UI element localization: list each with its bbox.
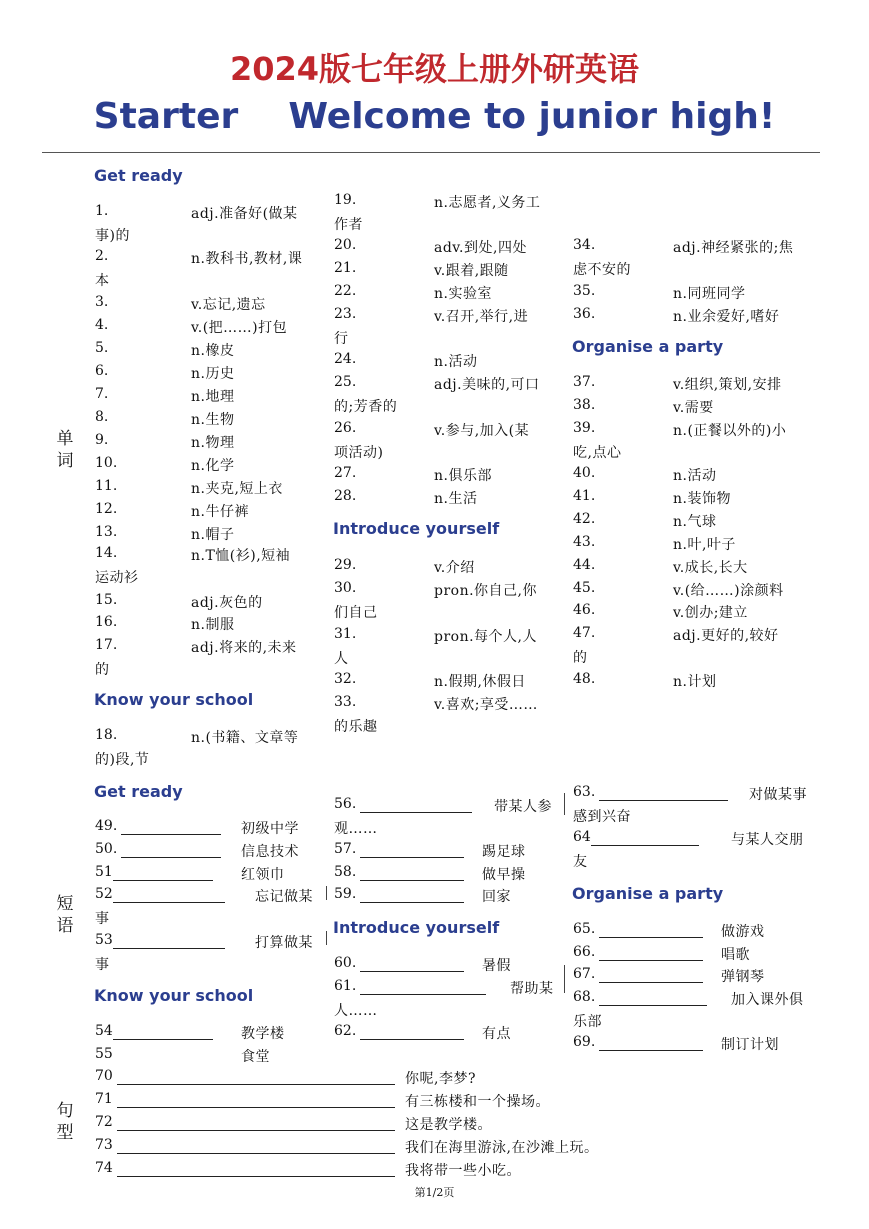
column-divider <box>326 931 327 945</box>
document-title: 2024版七年级上册外研英语 <box>229 50 640 88</box>
entry-number: 44. <box>573 557 596 573</box>
entry-definition-continued: 本 <box>95 273 110 289</box>
phrase-number: 59. <box>334 886 357 902</box>
answer-blank <box>113 866 213 881</box>
section-label-text: 单 词 <box>56 429 74 471</box>
entry-number: 35. <box>573 283 596 299</box>
entry-definition: n.化学 <box>191 458 235 474</box>
entry-definition: adj.更好的,较好 <box>673 628 779 644</box>
answer-blank <box>117 1162 395 1177</box>
phrase-meaning: 有点 <box>482 1026 511 1042</box>
entry-number: 31. <box>334 626 357 642</box>
entry-number: 5. <box>95 340 109 356</box>
phrase-number: 58. <box>334 864 357 880</box>
answer-blank <box>113 888 225 903</box>
entry-definition: n.(书籍、文章等 <box>191 730 299 746</box>
phrase-meaning: 做游戏 <box>721 924 765 940</box>
entry-number: 15. <box>95 592 118 608</box>
sentence-meaning: 我将带一些小吃。 <box>405 1163 521 1179</box>
heading-introduce-yourself: Introduce yourself <box>333 519 500 538</box>
answer-blank <box>599 991 707 1006</box>
answer-blank <box>360 980 486 995</box>
entry-number: 17. <box>95 637 118 653</box>
entry-number: 9. <box>95 432 109 448</box>
phrase-number: 69. <box>573 1034 596 1050</box>
heading-organise-a-party: Organise a party <box>572 337 724 356</box>
entry-number: 29. <box>334 557 357 573</box>
title-divider <box>42 152 820 153</box>
phrase-meaning: 做早操 <box>482 867 526 883</box>
answer-blank <box>117 1093 395 1108</box>
entry-definition: n.地理 <box>191 389 235 405</box>
entry-definition: n.历史 <box>191 366 235 382</box>
entry-definition: n.同班同学 <box>673 286 746 302</box>
entry-definition-continued: 项活动) <box>334 445 384 461</box>
phrase-meaning: 带某人参 <box>494 799 552 815</box>
entry-definition: v.召开,举行,进 <box>434 309 529 325</box>
entry-number: 22. <box>334 283 357 299</box>
section-label-text: 短 语 <box>56 894 74 936</box>
phrase-meaning-continued: 感到兴奋 <box>573 809 631 825</box>
entry-definition: n.帽子 <box>191 527 235 543</box>
phrase-meaning: 唱歌 <box>721 947 750 963</box>
entry-number: 36. <box>573 306 596 322</box>
answer-blank <box>360 798 472 813</box>
sentence-number: 73 <box>95 1137 113 1153</box>
entry-definition-continued: 的 <box>573 650 588 666</box>
entry-definition: n.(正餐以外的)小 <box>673 423 787 439</box>
phrase-meaning: 弹钢琴 <box>721 969 765 985</box>
phrase-meaning: 信息技术 <box>241 844 299 860</box>
entry-definition: n.橡皮 <box>191 343 235 359</box>
answer-blank <box>360 888 464 903</box>
phrase-meaning: 教学楼 <box>241 1026 285 1042</box>
answer-blank <box>360 1025 464 1040</box>
entry-number: 16. <box>95 614 118 630</box>
entry-number: 18. <box>95 727 118 743</box>
answer-blank <box>599 946 703 961</box>
phrase-meaning: 初级中学 <box>241 821 299 837</box>
entry-definition: adj.灰色的 <box>191 595 263 611</box>
sentence-meaning: 我们在海里游泳,在沙滩上玩。 <box>405 1140 599 1156</box>
entry-number: 40. <box>573 465 596 481</box>
entry-number: 45. <box>573 580 596 596</box>
entry-definition: n.活动 <box>673 468 717 484</box>
entry-definition: n.装饰物 <box>673 491 731 507</box>
entry-number: 41. <box>573 488 596 504</box>
sentence-meaning: 有三栋楼和一个操场。 <box>405 1094 550 1110</box>
entry-definition-continued: 作者 <box>334 217 363 233</box>
entry-number: 13. <box>95 524 118 540</box>
column-divider <box>564 965 565 993</box>
phrase-meaning: 忘记做某 <box>255 889 313 905</box>
sentence-number: 71 <box>95 1091 113 1107</box>
section-label-phrases <box>54 893 76 937</box>
phrase-number: 64 <box>573 829 591 845</box>
entry-number: 30. <box>334 580 357 596</box>
phrase-meaning-continued: 乐部 <box>573 1014 602 1030</box>
phrase-number: 54 <box>95 1023 113 1039</box>
phrase-meaning: 制订计划 <box>721 1037 779 1053</box>
phrase-meaning-continued: 事 <box>95 957 110 973</box>
phrase-meaning: 红领巾 <box>241 867 285 883</box>
phrase-number: 53 <box>95 932 113 948</box>
phrase-meaning: 帮助某 <box>510 981 554 997</box>
entry-number: 20. <box>334 237 357 253</box>
entry-definition-continued: 人 <box>334 651 349 667</box>
entry-number: 38. <box>573 397 596 413</box>
entry-definition: pron.每个人,人 <box>434 629 537 645</box>
entry-definition: n.假期,休假日 <box>434 674 526 690</box>
page-number: 第1/2页 <box>414 1186 455 1199</box>
entry-definition: n.制服 <box>191 617 235 633</box>
phrase-meaning: 食堂 <box>241 1049 270 1065</box>
entry-definition: n.业余爱好,嗜好 <box>673 309 780 325</box>
phrase-meaning: 对做某事 <box>749 787 807 803</box>
entry-definition: v.组织,策划,安排 <box>673 377 782 393</box>
column-divider <box>326 886 327 900</box>
entry-definition: v.(把……)打包 <box>191 320 288 336</box>
heading-know-your-school: Know your school <box>94 690 254 709</box>
phrase-meaning-continued: 观…… <box>334 821 378 837</box>
entry-definition: n.气球 <box>673 514 717 530</box>
entry-definition: n.实验室 <box>434 286 492 302</box>
heading-get-ready: Get ready <box>94 782 183 801</box>
entry-definition-continued: 事)的 <box>95 228 130 244</box>
entry-definition-continued: 的)段,节 <box>95 752 150 768</box>
heading-know-your-school: Know your school <box>94 986 254 1005</box>
entry-number: 42. <box>573 511 596 527</box>
entry-number: 10. <box>95 455 118 471</box>
entry-number: 6. <box>95 363 109 379</box>
entry-definition-continued: 的 <box>95 662 110 678</box>
phrase-number: 56. <box>334 796 357 812</box>
entry-number: 24. <box>334 351 357 367</box>
entry-definition: pron.你自己,你 <box>434 583 537 599</box>
answer-blank <box>360 957 464 972</box>
entry-definition-continued: 吃,点心 <box>573 445 622 461</box>
phrase-meaning-continued: 人…… <box>334 1003 378 1019</box>
answer-blank <box>117 1139 395 1154</box>
entry-number: 46. <box>573 602 596 618</box>
phrase-number: 52 <box>95 886 113 902</box>
section-label-sentences <box>54 1100 76 1144</box>
sentence-meaning: 你呢,李梦? <box>405 1071 476 1087</box>
answer-blank <box>599 968 703 983</box>
phrase-number: 49. <box>95 818 118 834</box>
phrase-number: 62. <box>334 1023 357 1039</box>
entry-number: 7. <box>95 386 109 402</box>
entry-number: 23. <box>334 306 357 322</box>
phrase-meaning: 暑假 <box>482 958 511 974</box>
answer-blank <box>121 820 221 835</box>
answer-blank <box>117 1070 395 1085</box>
phrase-number: 63. <box>573 784 596 800</box>
entry-number: 32. <box>334 671 357 687</box>
entry-definition: v.忘记,遗忘 <box>191 297 266 313</box>
answer-blank <box>113 934 225 949</box>
entry-number: 1. <box>95 203 109 219</box>
phrase-meaning: 打算做某 <box>255 935 313 951</box>
section-label-vocab <box>54 428 76 472</box>
answer-blank <box>113 1025 213 1040</box>
entry-definition: adj.美味的,可口 <box>434 377 540 393</box>
answer-blank <box>117 1116 395 1131</box>
answer-blank <box>591 831 699 846</box>
heading-introduce-yourself: Introduce yourself <box>333 918 500 937</box>
entry-definition: n.T恤(衫),短袖 <box>191 548 291 564</box>
answer-blank <box>121 843 221 858</box>
entry-number: 19. <box>334 192 357 208</box>
phrase-number: 55 <box>95 1046 113 1062</box>
column-divider <box>564 793 565 815</box>
entry-number: 14. <box>95 545 118 561</box>
entry-number: 37. <box>573 374 596 390</box>
sentence-meaning: 这是教学楼。 <box>405 1117 492 1133</box>
entry-definition: v.介绍 <box>434 560 475 576</box>
answer-blank <box>360 866 464 881</box>
sentence-number: 70 <box>95 1068 113 1084</box>
entry-definition: v.参与,加入(某 <box>434 423 530 439</box>
answer-blank <box>599 1036 703 1051</box>
entry-definition: n.物理 <box>191 435 235 451</box>
entry-definition: n.志愿者,义务工 <box>434 195 541 211</box>
entry-number: 3. <box>95 294 109 310</box>
entry-number: 47. <box>573 625 596 641</box>
entry-number: 12. <box>95 501 118 517</box>
entry-number: 8. <box>95 409 109 425</box>
entry-definition: n.教科书,教材,课 <box>191 251 303 267</box>
phrase-meaning: 回家 <box>482 889 511 905</box>
entry-number: 27. <box>334 465 357 481</box>
entry-number: 26. <box>334 420 357 436</box>
entry-definition-continued: 们自己 <box>334 605 378 621</box>
unit-title: Starter Welcome to junior high! <box>93 96 776 137</box>
entry-definition: n.牛仔裤 <box>191 504 249 520</box>
entry-definition: adj.准备好(做某 <box>191 206 298 222</box>
entry-definition: v.成长,长大 <box>673 560 748 576</box>
entry-number: 4. <box>95 317 109 333</box>
entry-number: 2. <box>95 248 109 264</box>
entry-number: 21. <box>334 260 357 276</box>
entry-number: 34. <box>573 237 596 253</box>
entry-definition: adv.到处,四处 <box>434 240 527 256</box>
phrase-number: 65. <box>573 921 596 937</box>
entry-definition: adj.将来的,未来 <box>191 640 297 656</box>
entry-definition: n.俱乐部 <box>434 468 492 484</box>
answer-blank <box>599 786 728 801</box>
entry-number: 11. <box>95 478 118 494</box>
phrase-meaning: 与某人交朋 <box>731 832 804 848</box>
sentence-number: 74 <box>95 1160 113 1176</box>
entry-number: 48. <box>573 671 596 687</box>
entry-definition: v.喜欢;享受…… <box>434 697 538 713</box>
entry-definition: v.(给……)涂颜料 <box>673 583 784 599</box>
entry-definition: v.需要 <box>673 400 714 416</box>
phrase-meaning: 加入课外俱 <box>731 992 804 1008</box>
entry-number: 33. <box>334 694 357 710</box>
entry-number: 39. <box>573 420 596 436</box>
phrase-number: 60. <box>334 955 357 971</box>
entry-definition-continued: 行 <box>334 331 349 347</box>
entry-definition: adj.神经紧张的;焦 <box>673 240 794 256</box>
phrase-number: 61. <box>334 978 357 994</box>
entry-definition-continued: 的;芳香的 <box>334 399 398 415</box>
phrase-number: 66. <box>573 944 596 960</box>
entry-number: 43. <box>573 534 596 550</box>
entry-definition: n.生活 <box>434 491 478 507</box>
phrase-number: 50. <box>95 841 118 857</box>
heading-get-ready: Get ready <box>94 166 183 185</box>
entry-definition-continued: 虑不安的 <box>573 262 631 278</box>
entry-definition: v.创办;建立 <box>673 605 748 621</box>
entry-definition: n.生物 <box>191 412 235 428</box>
phrase-number: 51 <box>95 864 113 880</box>
answer-blank <box>599 923 703 938</box>
phrase-meaning: 踢足球 <box>482 844 526 860</box>
sentence-number: 72 <box>95 1114 113 1130</box>
entry-definition: n.计划 <box>673 674 717 690</box>
heading-organise-a-party: Organise a party <box>572 884 724 903</box>
entry-definition-continued: 运动衫 <box>95 570 139 586</box>
entry-definition-continued: 的乐趣 <box>334 719 378 735</box>
answer-blank <box>360 843 464 858</box>
entry-definition: n.夹克,短上衣 <box>191 481 283 497</box>
phrase-number: 68. <box>573 989 596 1005</box>
phrase-number: 57. <box>334 841 357 857</box>
phrase-meaning-continued: 友 <box>573 854 588 870</box>
entry-number: 25. <box>334 374 357 390</box>
section-label-text: 句 型 <box>56 1101 74 1143</box>
entry-definition: n.叶,叶子 <box>673 537 736 553</box>
phrase-meaning-continued: 事 <box>95 911 110 927</box>
phrase-number: 67. <box>573 966 596 982</box>
entry-number: 28. <box>334 488 357 504</box>
entry-definition: n.活动 <box>434 354 478 370</box>
entry-definition: v.跟着,跟随 <box>434 263 509 279</box>
